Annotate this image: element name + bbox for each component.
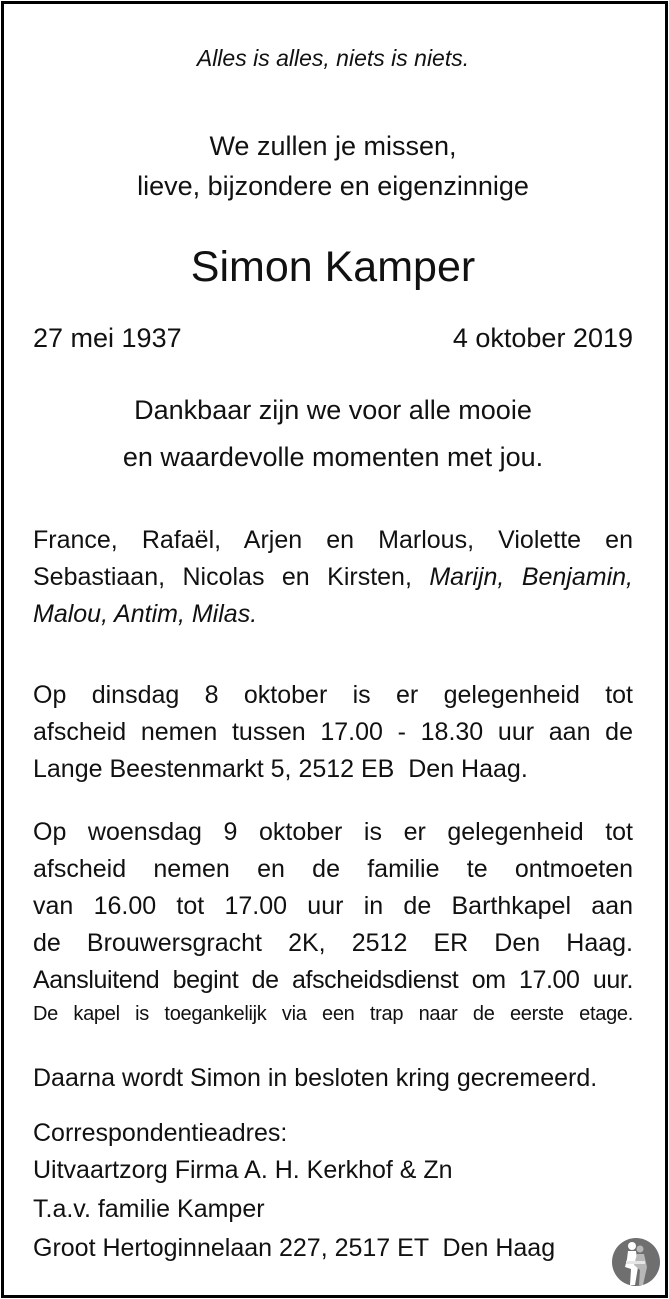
viewing-line-1: Op dinsdag 8 oktober is er gelegenheid tot — [33, 681, 633, 709]
birth-date: 27 mei 1937 — [33, 323, 182, 353]
service-line-1: Op woensdag 9 oktober is er gelegenheid tot — [33, 818, 633, 846]
family-adults: Sebastiaan, Nicolas en Kirsten, — [33, 563, 412, 591]
correspondence-undertaker: Uitvaartzorg Firma A. H. Kerkhof & Zn — [33, 1156, 453, 1184]
family-line-3 — [33, 596, 633, 632]
gratitude-line-1: Dankbaar zijn we voor alle mooie — [134, 395, 532, 425]
access-note: De kapel is toegankelijk via een trap naar de eerste etage. — [33, 1003, 633, 1025]
correspondence-label: Correspondentieadres: — [33, 1119, 288, 1147]
family-line-1: France, Rafaël, Arjen en Marlous, Violette en — [33, 526, 633, 554]
correspondence-attn: T.a.v. familie Kamper — [33, 1195, 265, 1223]
cremation-note: Daarna wordt Simon in besloten kring gecremeerd. — [33, 1064, 598, 1092]
embracing-figures-logo-icon — [611, 1237, 661, 1287]
motto: Alles is alles, niets is niets. — [196, 45, 470, 71]
family-grandchildren: Marijn, Benjamin, — [429, 563, 633, 591]
correspondence-address: Groot Hertoginnelaan 227, 2517 ET Den Haag — [33, 1234, 556, 1262]
viewing-line-3: Lange Beestenmarkt 5, 2512 EB Den Haag. — [33, 755, 528, 783]
gratitude-line-2: en waardevolle momenten met jou. — [122, 442, 544, 472]
deceased-name: Simon Kamper — [190, 243, 476, 291]
service-line-4: de Brouwersgracht 2K, 2512 ER Den Haag. — [33, 929, 633, 957]
service-line-5: Aansluitend begint de afscheidsdienst om 17.00 uur. — [33, 966, 633, 994]
service-line-2: afscheid nemen en de familie te ontmoeten — [33, 855, 633, 883]
service-line-3: van 16.00 tot 17.00 uur in de Barthkapel aan — [33, 892, 633, 920]
family-grandchildren-2: Malou, Antim, Milas. — [33, 600, 258, 628]
intro-line-2: lieve, bijzondere en eigenzinnige — [137, 171, 529, 201]
family-line-2 — [33, 559, 633, 595]
intro-line-1: We zullen je missen, — [209, 131, 457, 161]
viewing-line-2: afscheid nemen tussen 17.00 - 18.30 uur aan de — [33, 718, 633, 746]
death-date: 4 oktober 2019 — [452, 323, 633, 353]
